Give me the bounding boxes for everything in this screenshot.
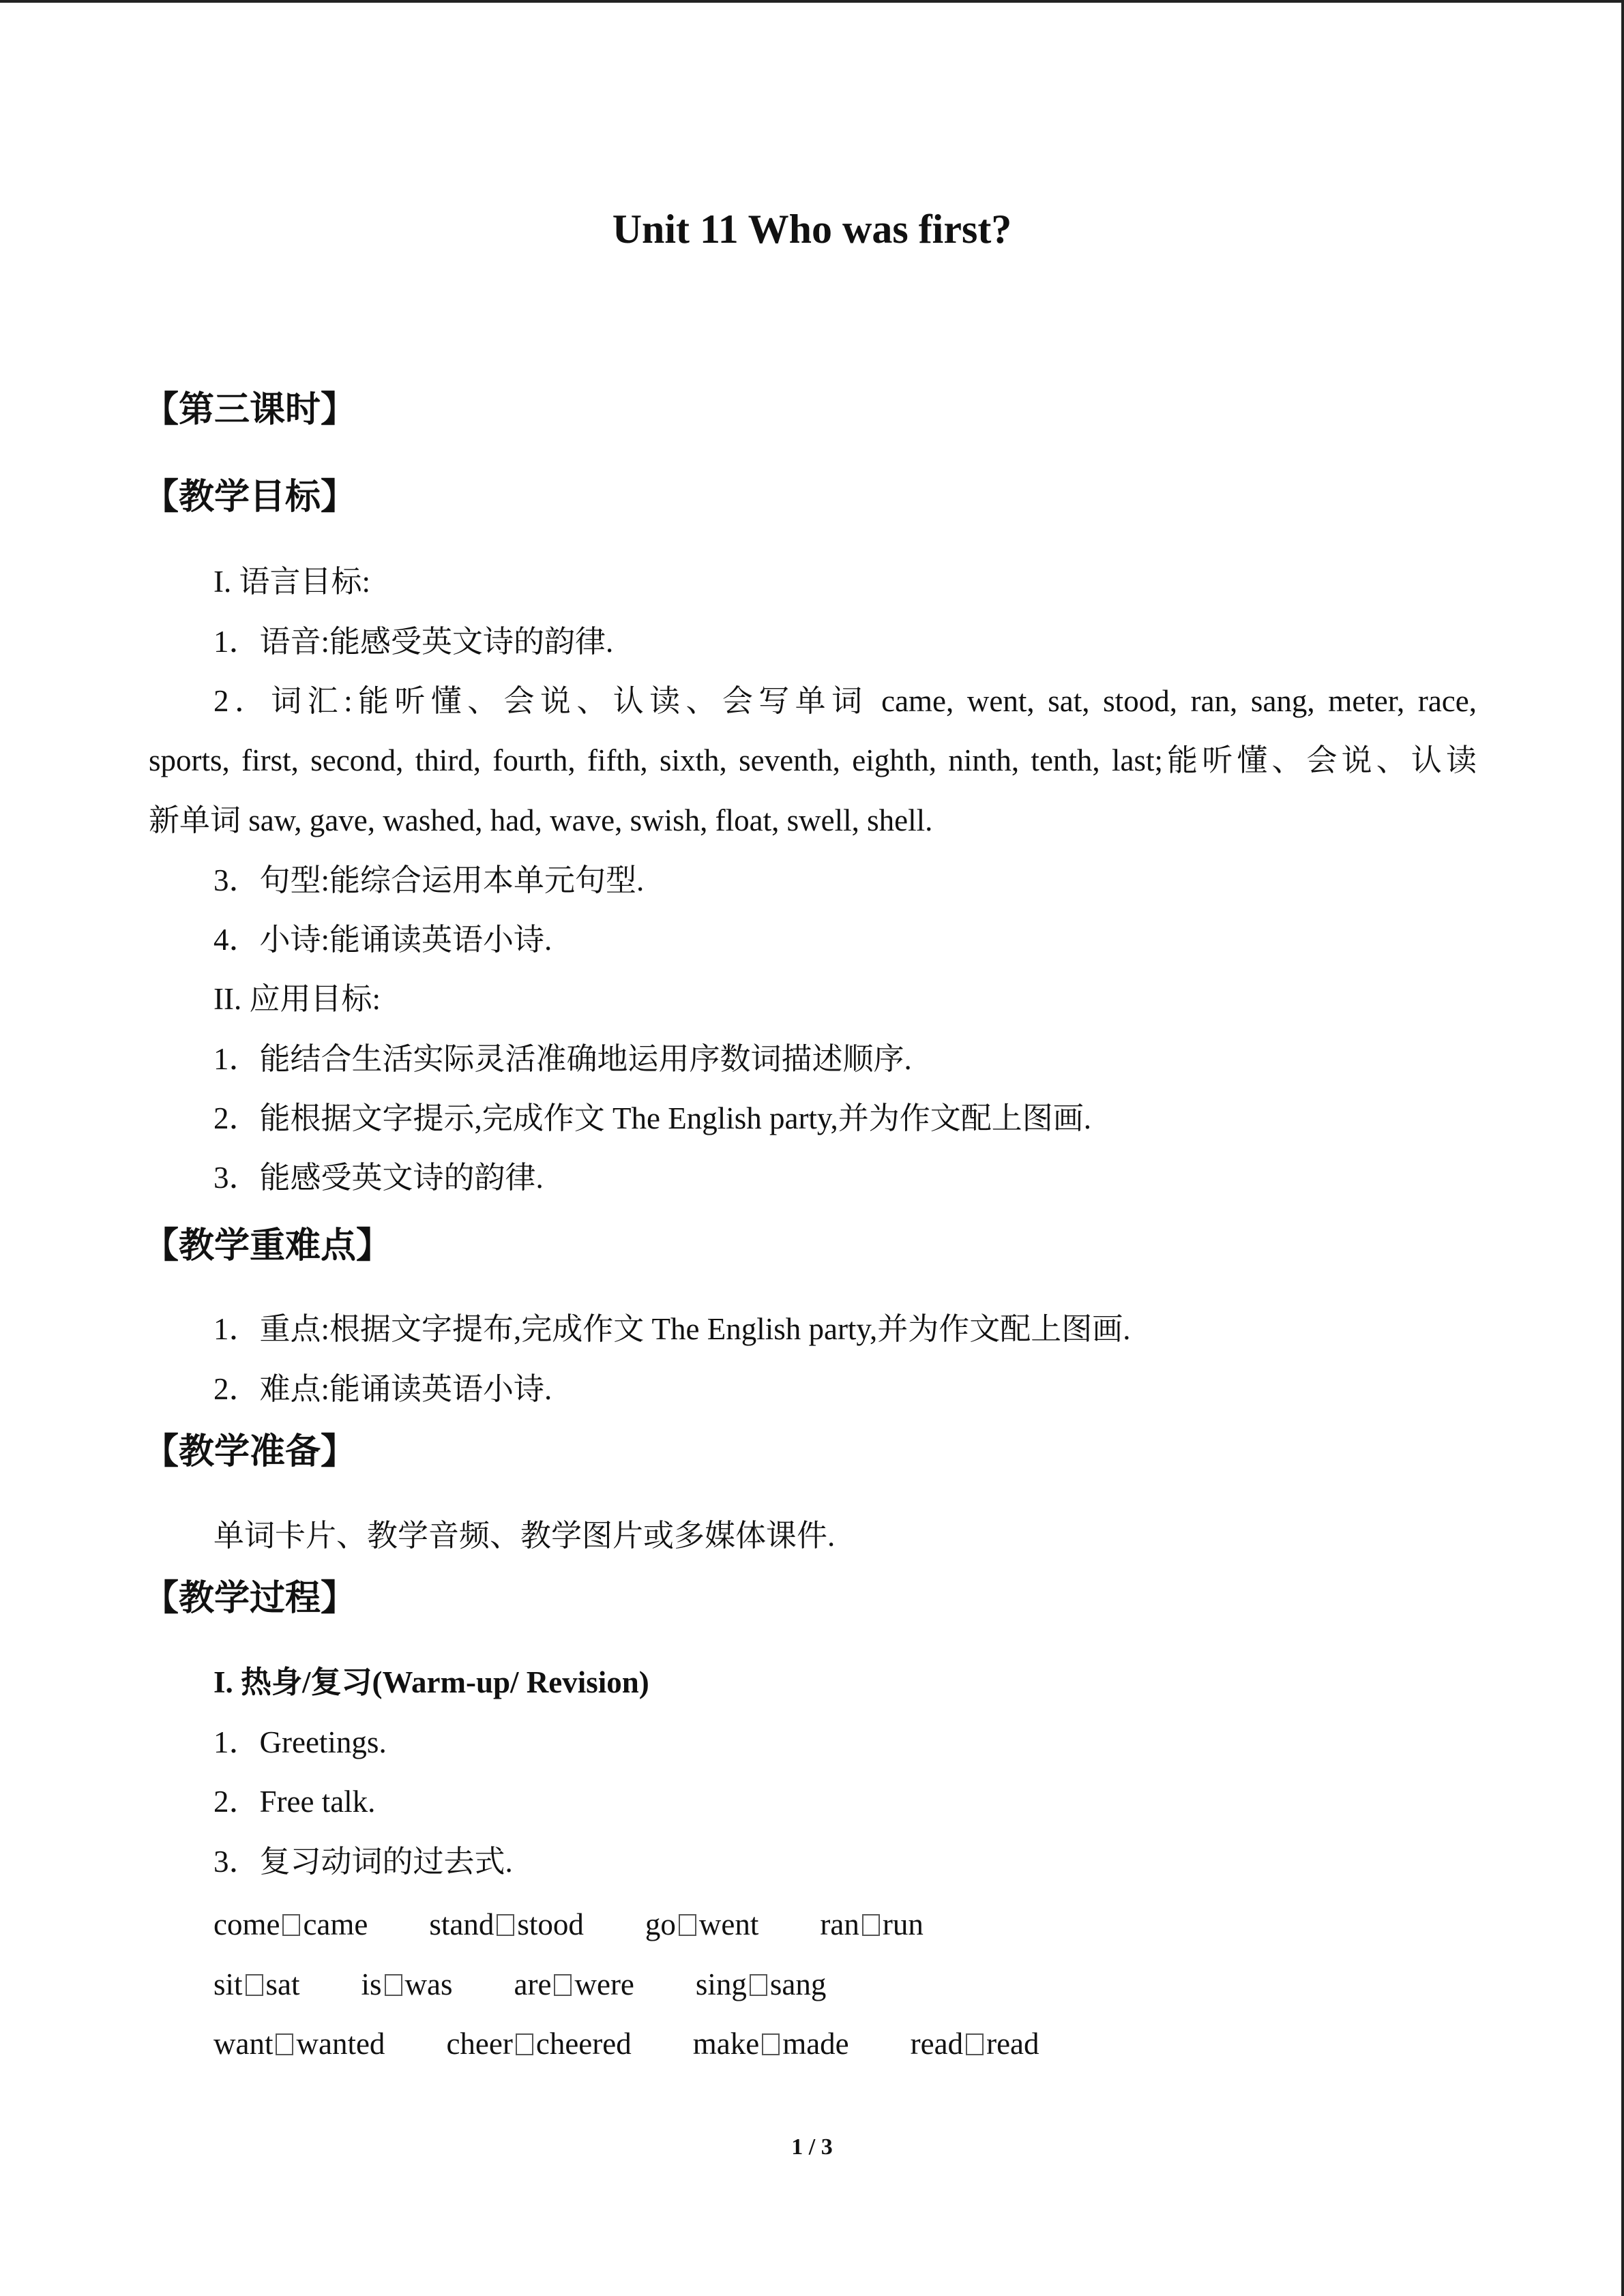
page-right-border bbox=[1621, 0, 1624, 2296]
arrow-placeholder-icon bbox=[750, 1974, 767, 1996]
arrow-placeholder-icon bbox=[516, 2033, 533, 2055]
verb-pair bbox=[429, 1906, 584, 1943]
preparation-text: 单词卡片、教学音频、教学图片或多媒体课件. bbox=[213, 1519, 836, 1553]
verb-past: sat bbox=[265, 1967, 300, 2001]
language-goals-heading: I. 语言目标: bbox=[213, 565, 370, 599]
warm-up-heading: I. 热身/复习(Warm-up/ Revision) bbox=[213, 1665, 649, 1699]
verb-past: sang bbox=[769, 1967, 827, 2001]
page-number: 1 / 3 bbox=[791, 2134, 833, 2160]
verb-base: is bbox=[361, 1967, 382, 2001]
process-item-1: 1．Greetings. bbox=[213, 1725, 387, 1759]
verb-row bbox=[213, 2025, 1101, 2062]
verb-base: go bbox=[645, 1907, 676, 1941]
section-objectives-heading: 【教学目标】 bbox=[143, 477, 357, 518]
key-point-item-2: 2．难点:能诵读英语小诗. bbox=[213, 1372, 552, 1406]
objective-item-3: 3．句型:能综合运用本单元句型. bbox=[213, 863, 645, 897]
objective-item-1: 1．语音:能感受英文诗的韵律. bbox=[213, 625, 614, 659]
verb-pair bbox=[645, 1906, 758, 1943]
section-process-heading: 【教学过程】 bbox=[143, 1578, 357, 1619]
verb-pair bbox=[820, 1906, 923, 1943]
verb-base: cheer bbox=[446, 2027, 513, 2061]
verb-pair bbox=[514, 1966, 634, 2003]
arrow-placeholder-icon bbox=[246, 1974, 263, 1996]
arrow-placeholder-icon bbox=[497, 1914, 514, 1936]
page-top-border bbox=[0, 0, 1624, 3]
verb-pair bbox=[911, 2025, 1039, 2062]
verb-base: make bbox=[692, 2027, 760, 2061]
verb-base: ran bbox=[820, 1907, 859, 1941]
verb-row bbox=[213, 1966, 887, 2003]
process-item-3: 3．复习动词的过去式. bbox=[213, 1845, 513, 1879]
objective-item-2-line-2: sports, first, second, third, fourth, fifth, sixth, seventh, eighth, ninth, tenth, last;能听懂、会说、认读 bbox=[149, 743, 1477, 777]
verb-past: came bbox=[303, 1907, 368, 1941]
section-key-points-heading: 【教学重难点】 bbox=[143, 1225, 392, 1266]
application-item-2: 2．能根据文字提示,完成作文 The English party,并为作文配上图画. bbox=[213, 1101, 1092, 1135]
document-title: Unit 11 Who was first? bbox=[612, 207, 1012, 252]
verb-past: stood bbox=[517, 1907, 584, 1941]
process-item-2: 2．Free talk. bbox=[213, 1785, 376, 1819]
arrow-placeholder-icon bbox=[862, 1914, 880, 1936]
verb-past: were bbox=[574, 1967, 634, 2001]
arrow-placeholder-icon bbox=[282, 1914, 300, 1936]
key-point-item-1: 1．重点:根据文字提布,完成作文 The English party,并为作文配上图画. bbox=[213, 1312, 1131, 1346]
objective-item-2-line-1: 2．词汇:能听懂、会说、认读、会写单词 came, went, sat, stood, ran, sang, meter, race, bbox=[213, 684, 1477, 718]
verb-base: stand bbox=[429, 1907, 494, 1941]
section-preparation-heading: 【教学准备】 bbox=[143, 1431, 357, 1472]
verb-past: made bbox=[782, 2027, 849, 2061]
verb-pair bbox=[213, 1966, 300, 2003]
arrow-placeholder-icon bbox=[679, 1914, 696, 1936]
verb-past: cheered bbox=[535, 2027, 632, 2061]
verb-past: went bbox=[698, 1907, 759, 1941]
verb-base: read bbox=[910, 2027, 964, 2061]
verb-past: run bbox=[882, 1907, 924, 1941]
arrow-placeholder-icon bbox=[276, 2033, 293, 2055]
arrow-placeholder-icon bbox=[554, 1974, 572, 1996]
application-goals-heading: II. 应用目标: bbox=[213, 982, 381, 1016]
verb-pair bbox=[693, 2025, 849, 2062]
verb-pair bbox=[696, 1966, 827, 2003]
verb-base: want bbox=[213, 2027, 274, 2061]
verb-past: read bbox=[986, 2027, 1039, 2061]
verb-past: was bbox=[404, 1967, 453, 2001]
verb-base: sing bbox=[695, 1967, 747, 2001]
verb-past: wanted bbox=[296, 2027, 385, 2061]
objective-item-2-line-3: 新单词 saw, gave, washed, had, wave, swish, float, swell, shell. bbox=[149, 803, 933, 837]
verb-pair bbox=[361, 1966, 453, 2003]
objective-item-4: 4．小诗:能诵读英语小诗. bbox=[213, 923, 552, 957]
verb-base: come bbox=[213, 1907, 280, 1941]
verb-pair bbox=[213, 2025, 385, 2062]
arrow-placeholder-icon bbox=[966, 2033, 984, 2055]
verb-base: sit bbox=[213, 1967, 243, 2001]
verb-row bbox=[213, 1906, 985, 1943]
section-lesson-heading: 【第三课时】 bbox=[143, 389, 357, 430]
application-item-3: 3．能感受英文诗的韵律. bbox=[213, 1161, 544, 1195]
verb-pair bbox=[446, 2025, 631, 2062]
application-item-1: 1．能结合生活实际灵活准确地运用序数词描述顺序. bbox=[213, 1042, 912, 1076]
arrow-placeholder-icon bbox=[762, 2033, 780, 2055]
verb-pair bbox=[213, 1906, 368, 1943]
verb-base: are bbox=[514, 1967, 552, 2001]
arrow-placeholder-icon bbox=[385, 1974, 402, 1996]
